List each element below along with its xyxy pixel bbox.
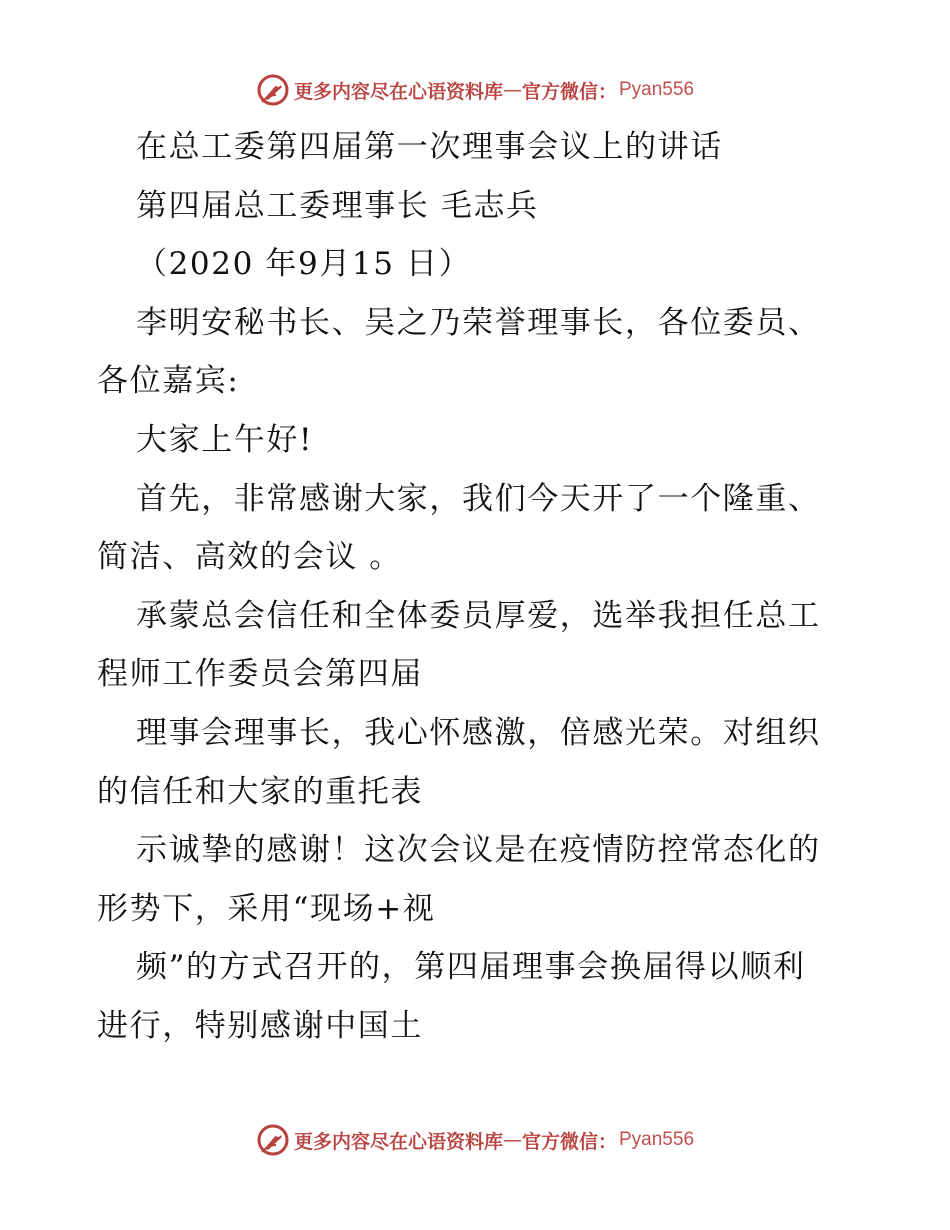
banner-text: 更多内容尽在心语资料库: [293, 1130, 503, 1153]
date-line: （2020 年9月15 日）: [136, 246, 472, 283]
banner-wechat-id: Pyan556: [619, 79, 695, 100]
banner-separator: —: [502, 1129, 522, 1151]
banner-wechat-label: 官方微信：: [521, 1130, 617, 1153]
document-body: [97, 118, 857, 1056]
text-line: 示诚挚的感谢！这次会议是在疫情防控常态化的: [136, 832, 821, 869]
text-line: 大家上午好!: [136, 421, 314, 458]
speech-title: 在总工委第四届第一次理事会议上的讲话: [136, 129, 723, 165]
speaker-line: 第四届总工委理事长 毛志兵: [136, 187, 539, 224]
footer-watermark-banner: [0, 1120, 950, 1160]
text-line: 形势下，采用“现场+视: [97, 890, 436, 927]
banner-text: 更多内容尽在心语资料库: [293, 80, 503, 103]
banner-wechat-id: Pyan556: [619, 1129, 695, 1150]
text-line: 承蒙总会信任和全体委员厚爱，选举我担任总工: [136, 597, 821, 634]
text-line: 频”的方式召开的，第四届理事会换届得以顺利: [136, 949, 806, 986]
header-watermark-banner: [0, 70, 950, 110]
banner-separator: —: [502, 79, 522, 101]
text-line: 简洁、高效的会议 。: [97, 539, 402, 576]
pen-nib-circle-icon: [256, 1123, 290, 1157]
text-line: 理事会理事长，我心怀感激，倍感光荣。对组织: [136, 714, 821, 751]
pen-nib-circle-icon: [256, 73, 290, 107]
text-line: 程师工作委员会第四届: [97, 656, 423, 693]
text-line: 的信任和大家的重托表: [97, 773, 423, 810]
text-line: 李明安秘书长、吴之乃荣誉理事长，各位委员、: [136, 304, 821, 341]
text-line: 进行，特别感谢中国土: [97, 1007, 423, 1044]
text-line: 首先，非常感谢大家，我们今天开了一个隆重、: [136, 480, 821, 517]
banner-wechat-label: 官方微信：: [521, 80, 617, 103]
text-line: 各位嘉宾:: [97, 363, 240, 400]
